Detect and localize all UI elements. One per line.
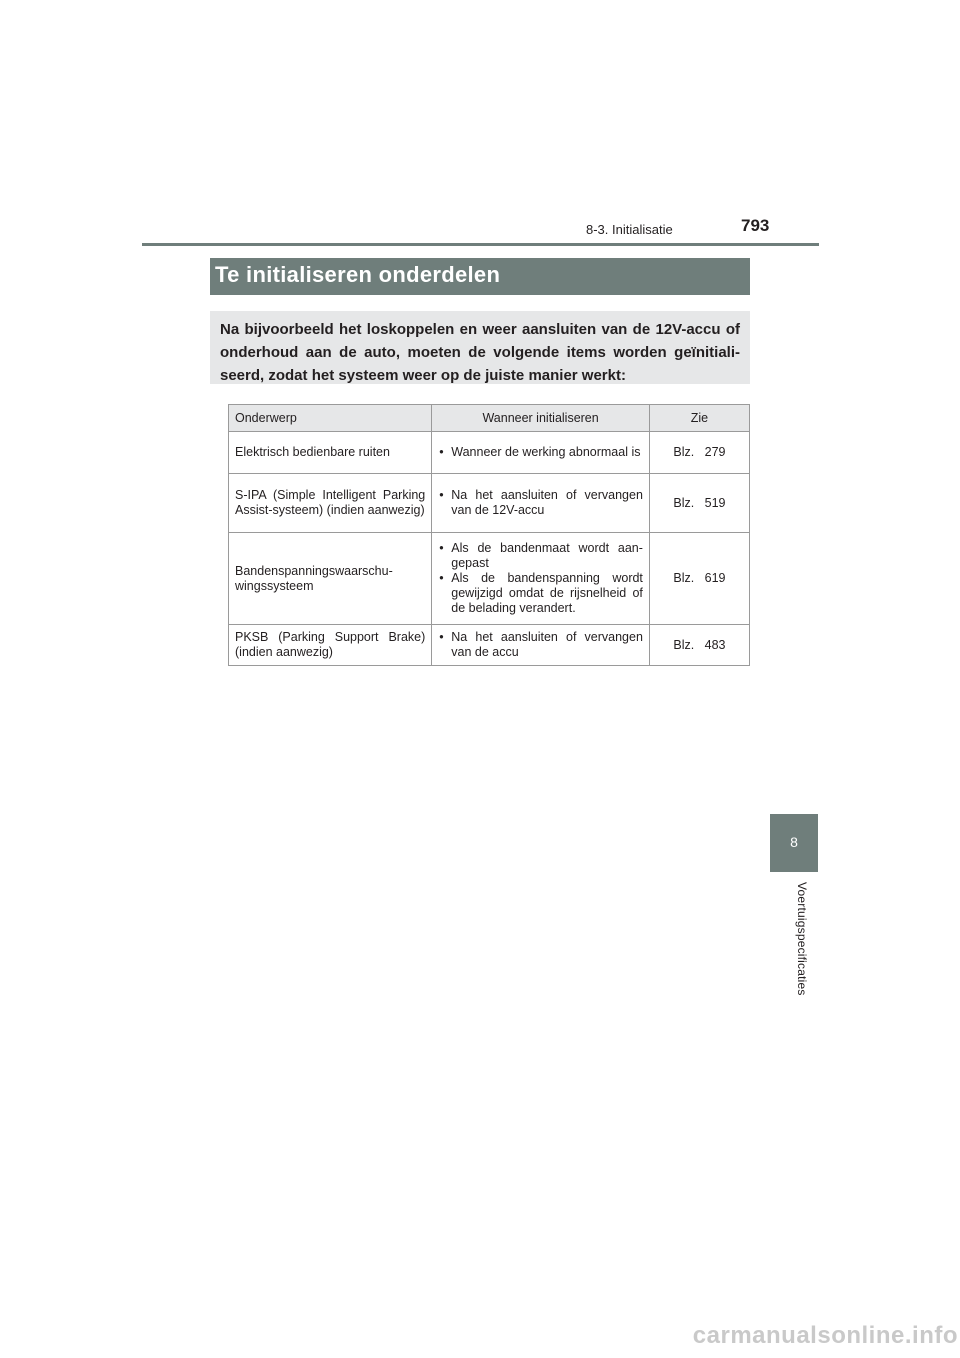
column-header-subject: Onderwerp — [229, 405, 432, 432]
subject-cell: Bandenspanningswaarschuwingssysteem — [229, 533, 432, 625]
table-row — [229, 625, 750, 666]
chapter-label: Voertuigspecificaties — [795, 882, 809, 996]
bullet-item: • Als de bandenspanning wordt gewijzigd omdat de rijsnelheid of de belading verandert. — [438, 571, 643, 616]
when-cell — [432, 432, 650, 474]
intro-text: Na bijvoorbeeld het loskoppelen en weer aansluiten van de 12V-accu of onderhoud aan de auto, moeten de volgende items worden geïnitialiseerd, zodat het systeem weer op de juiste manier werkt: — [220, 321, 740, 384]
bullet-item: • Als de bandenmaat wordt aangepast — [438, 541, 643, 571]
subject-cell: Elektrisch bedienbare ruiten — [229, 432, 432, 474]
table-row — [229, 474, 750, 533]
column-header-ref: Zie — [649, 405, 749, 432]
bullet-item: • Wanneer de werking abnormaal is — [438, 445, 643, 460]
chapter-number: 8 — [790, 834, 798, 850]
intro-box — [210, 311, 750, 384]
table-header-row — [229, 405, 750, 432]
initialization-table — [228, 404, 750, 666]
subject-cell: S-IPA (Simple Intelligent Parking Assist-systeem) (indien aanwezig) — [229, 474, 432, 533]
chapter-tab — [770, 814, 818, 872]
when-cell — [432, 533, 650, 625]
when-cell — [432, 474, 650, 533]
page-ref-cell: Blz. 279 — [649, 432, 749, 474]
column-header-when: Wanneer initialiseren — [432, 405, 650, 432]
table-row — [229, 533, 750, 625]
section-title: Te initialiseren onderdelen — [215, 262, 501, 287]
header-divider — [142, 243, 819, 246]
header-section-title: 8-3. Initialisatie — [586, 222, 673, 237]
watermark-link[interactable]: carmanualsonline.info — [692, 1322, 958, 1349]
bullet-item: • Na het aansluiten of vervangen van de accu — [438, 630, 643, 660]
page-number: 793 — [741, 216, 770, 235]
page-ref-cell: Blz. 519 — [649, 474, 749, 533]
bullet-item: • Na het aansluiten of vervangen van de 12V-accu — [438, 488, 643, 518]
table-row — [229, 432, 750, 474]
page-ref-cell: Blz. 619 — [649, 533, 749, 625]
when-cell — [432, 625, 650, 666]
subject-cell: PKSB (Parking Support Brake) (indien aanwezig) — [229, 625, 432, 666]
section-title-bar — [210, 258, 750, 295]
page-ref-cell: Blz. 483 — [649, 625, 749, 666]
